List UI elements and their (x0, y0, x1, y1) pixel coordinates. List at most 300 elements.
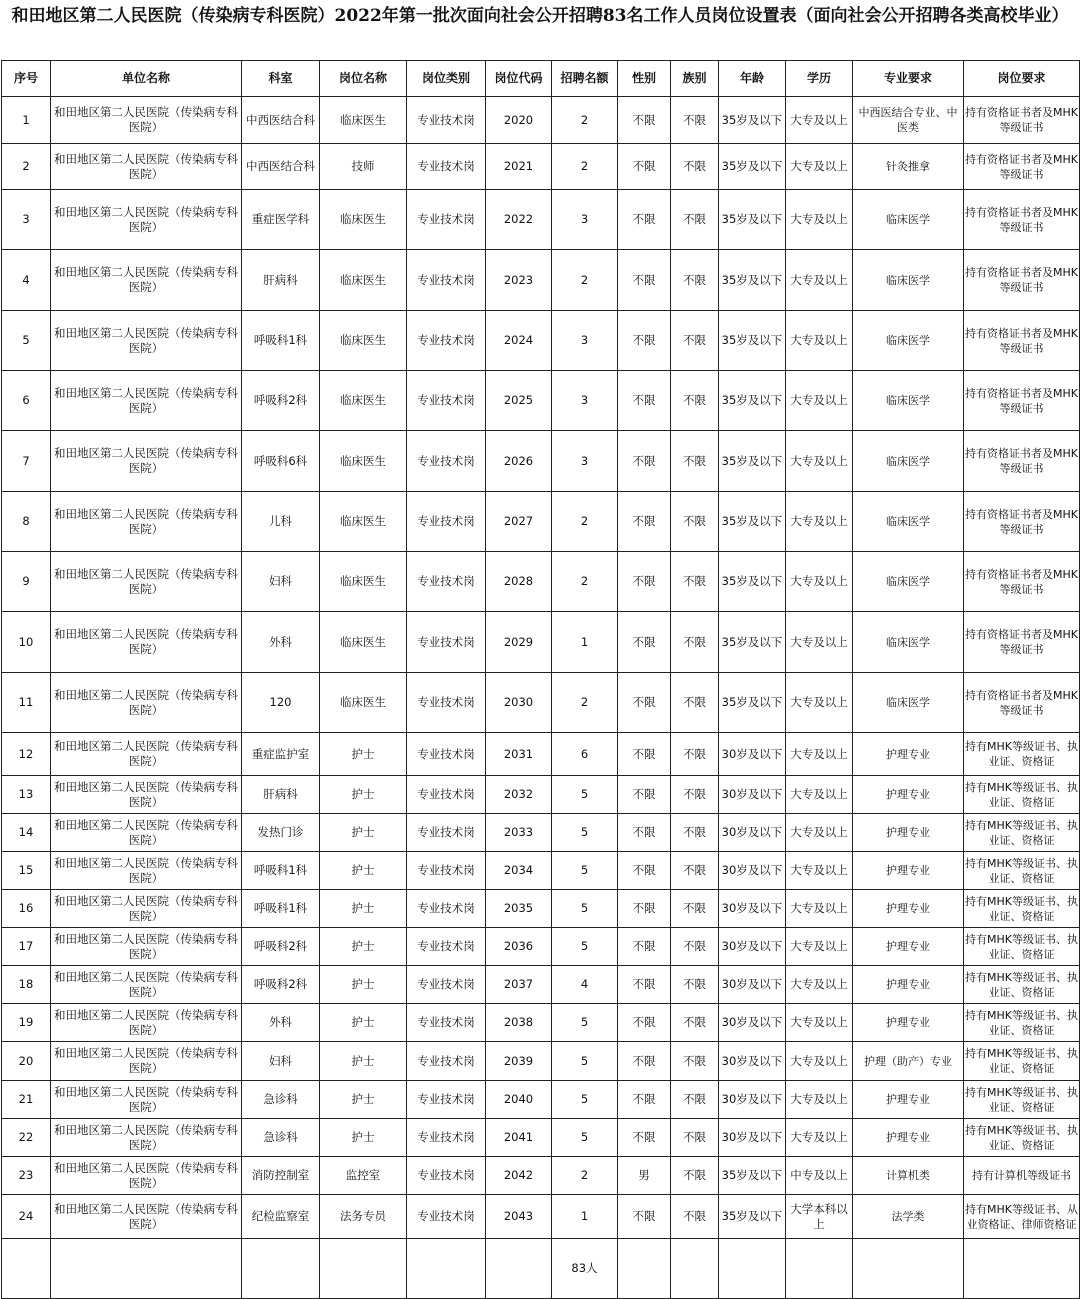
cell-no: 10 (2, 612, 51, 673)
cell-post: 护士 (320, 814, 407, 852)
cell-requirement: 持有资格证书者及MHK等级证书 (964, 492, 1080, 552)
cell-no: 19 (2, 1004, 51, 1042)
cell-gender: 不限 (618, 966, 671, 1004)
cell-gender: 不限 (618, 190, 671, 250)
cell-ethnicity: 不限 (671, 552, 719, 612)
cell-age: 35岁及以下 (719, 190, 786, 250)
cell-no: 22 (2, 1119, 51, 1157)
cell-dept: 呼吸科6科 (242, 431, 320, 492)
cell-no: 9 (2, 552, 51, 612)
cell-code: 2030 (486, 673, 552, 733)
total-empty-cell (51, 1239, 242, 1299)
cell-education: 大专及以上 (786, 1004, 853, 1042)
cell-category: 专业技术岗 (407, 1119, 486, 1157)
cell-dept: 呼吸科2科 (242, 966, 320, 1004)
cell-code: 2041 (486, 1119, 552, 1157)
cell-gender: 不限 (618, 612, 671, 673)
cell-no: 18 (2, 966, 51, 1004)
cell-requirement: 持有MHK等级证书、执业证、资格证 (964, 1081, 1080, 1119)
table-row (2, 814, 1080, 852)
table-row (2, 928, 1080, 966)
cell-count: 2 (552, 492, 618, 552)
cell-gender: 不限 (618, 431, 671, 492)
cell-code: 2039 (486, 1042, 552, 1081)
table-body (2, 97, 1080, 1299)
cell-count: 5 (552, 1042, 618, 1081)
cell-major: 临床医学 (853, 431, 964, 492)
header-no: 序号 (2, 61, 51, 97)
table-row (2, 1081, 1080, 1119)
table-row (2, 492, 1080, 552)
cell-age: 35岁及以下 (719, 1157, 786, 1195)
cell-category: 专业技术岗 (407, 492, 486, 552)
cell-age: 30岁及以下 (719, 814, 786, 852)
cell-age: 30岁及以下 (719, 1042, 786, 1081)
cell-post: 临床医生 (320, 552, 407, 612)
cell-ethnicity: 不限 (671, 890, 719, 928)
cell-count: 5 (552, 852, 618, 890)
cell-education: 大专及以上 (786, 776, 853, 814)
table-row (2, 190, 1080, 250)
cell-dept: 外科 (242, 612, 320, 673)
cell-category: 专业技术岗 (407, 1042, 486, 1081)
table-row (2, 552, 1080, 612)
cell-age: 30岁及以下 (719, 852, 786, 890)
cell-requirement: 持有MHK等级证书、执业证、资格证 (964, 852, 1080, 890)
cell-age: 35岁及以下 (719, 552, 786, 612)
cell-education: 大专及以上 (786, 144, 853, 190)
cell-post: 护士 (320, 733, 407, 776)
table-row (2, 776, 1080, 814)
cell-ethnicity: 不限 (671, 1157, 719, 1195)
cell-requirement: 持有资格证书者及MHK等级证书 (964, 431, 1080, 492)
cell-count: 4 (552, 966, 618, 1004)
table-row (2, 371, 1080, 431)
table-row (2, 97, 1080, 144)
cell-post: 护士 (320, 1081, 407, 1119)
cell-post: 临床医生 (320, 190, 407, 250)
cell-no: 12 (2, 733, 51, 776)
cell-education: 大专及以上 (786, 1119, 853, 1157)
cell-category: 专业技术岗 (407, 97, 486, 144)
cell-category: 专业技术岗 (407, 1195, 486, 1239)
cell-major: 临床医学 (853, 250, 964, 311)
table-row (2, 966, 1080, 1004)
cell-education: 大专及以上 (786, 852, 853, 890)
cell-category: 专业技术岗 (407, 673, 486, 733)
cell-code: 2035 (486, 890, 552, 928)
cell-dept: 120 (242, 673, 320, 733)
cell-count: 5 (552, 928, 618, 966)
cell-category: 专业技术岗 (407, 144, 486, 190)
total-empty-cell (719, 1239, 786, 1299)
cell-requirement: 持有MHK等级证书、执业证、资格证 (964, 966, 1080, 1004)
cell-code: 2043 (486, 1195, 552, 1239)
cell-no: 24 (2, 1195, 51, 1239)
cell-count: 3 (552, 190, 618, 250)
cell-age: 35岁及以下 (719, 431, 786, 492)
cell-count: 3 (552, 311, 618, 371)
cell-education: 大专及以上 (786, 928, 853, 966)
cell-major: 临床医学 (853, 371, 964, 431)
cell-post: 护士 (320, 852, 407, 890)
cell-age: 35岁及以下 (719, 612, 786, 673)
total-empty-cell (618, 1239, 671, 1299)
cell-requirement: 持有资格证书者及MHK等级证书 (964, 371, 1080, 431)
cell-dept: 肝病科 (242, 776, 320, 814)
cell-category: 专业技术岗 (407, 733, 486, 776)
cell-dept: 急诊科 (242, 1081, 320, 1119)
cell-category: 专业技术岗 (407, 190, 486, 250)
cell-unit: 和田地区第二人民医院（传染病专科医院） (51, 1157, 242, 1195)
cell-age: 35岁及以下 (719, 492, 786, 552)
table-row (2, 144, 1080, 190)
cell-requirement: 持有资格证书者及MHK等级证书 (964, 673, 1080, 733)
cell-category: 专业技术岗 (407, 431, 486, 492)
cell-code: 2034 (486, 852, 552, 890)
table-row (2, 1157, 1080, 1195)
cell-no: 23 (2, 1157, 51, 1195)
cell-post: 临床医生 (320, 492, 407, 552)
cell-education: 大专及以上 (786, 492, 853, 552)
table-row (2, 673, 1080, 733)
cell-education: 大专及以上 (786, 431, 853, 492)
cell-dept: 纪检监察室 (242, 1195, 320, 1239)
table-row (2, 733, 1080, 776)
cell-dept: 中西医结合科 (242, 97, 320, 144)
total-empty-cell (2, 1239, 51, 1299)
total-empty-cell (964, 1239, 1080, 1299)
cell-no: 1 (2, 97, 51, 144)
cell-unit: 和田地区第二人民医院（传染病专科医院） (51, 371, 242, 431)
cell-post: 临床医生 (320, 311, 407, 371)
cell-age: 35岁及以下 (719, 311, 786, 371)
cell-ethnicity: 不限 (671, 1004, 719, 1042)
cell-category: 专业技术岗 (407, 612, 486, 673)
cell-requirement: 持有MHK等级证书、执业证、资格证 (964, 733, 1080, 776)
cell-requirement: 持有MHK等级证书、执业证、资格证 (964, 1119, 1080, 1157)
cell-requirement: 持有资格证书者及MHK等级证书 (964, 612, 1080, 673)
cell-gender: 不限 (618, 97, 671, 144)
cell-ethnicity: 不限 (671, 1119, 719, 1157)
cell-no: 7 (2, 431, 51, 492)
cell-code: 2032 (486, 776, 552, 814)
cell-no: 2 (2, 144, 51, 190)
cell-education: 大专及以上 (786, 612, 853, 673)
cell-ethnicity: 不限 (671, 814, 719, 852)
cell-category: 专业技术岗 (407, 852, 486, 890)
cell-ethnicity: 不限 (671, 97, 719, 144)
cell-requirement: 持有MHK等级证书、执业证、资格证 (964, 814, 1080, 852)
cell-education: 中专及以上 (786, 1157, 853, 1195)
total-empty-cell (486, 1239, 552, 1299)
cell-post: 护士 (320, 776, 407, 814)
cell-major: 临床医学 (853, 311, 964, 371)
cell-count: 2 (552, 673, 618, 733)
cell-gender: 不限 (618, 890, 671, 928)
cell-major: 护理专业 (853, 1081, 964, 1119)
cell-dept: 呼吸科2科 (242, 371, 320, 431)
cell-age: 30岁及以下 (719, 966, 786, 1004)
cell-code: 2026 (486, 431, 552, 492)
cell-education: 大专及以上 (786, 552, 853, 612)
cell-major: 临床医学 (853, 492, 964, 552)
cell-no: 21 (2, 1081, 51, 1119)
cell-unit: 和田地区第二人民医院（传染病专科医院） (51, 552, 242, 612)
cell-gender: 男 (618, 1157, 671, 1195)
cell-dept: 呼吸科1科 (242, 852, 320, 890)
cell-unit: 和田地区第二人民医院（传染病专科医院） (51, 1081, 242, 1119)
cell-post: 护士 (320, 928, 407, 966)
table-row (2, 1004, 1080, 1042)
cell-code: 2038 (486, 1004, 552, 1042)
cell-dept: 呼吸科2科 (242, 928, 320, 966)
cell-count: 5 (552, 814, 618, 852)
cell-gender: 不限 (618, 371, 671, 431)
cell-unit: 和田地区第二人民医院（传染病专科医院） (51, 673, 242, 733)
cell-dept: 呼吸科1科 (242, 890, 320, 928)
cell-category: 专业技术岗 (407, 776, 486, 814)
cell-unit: 和田地区第二人民医院（传染病专科医院） (51, 776, 242, 814)
cell-unit: 和田地区第二人民医院（传染病专科医院） (51, 431, 242, 492)
cell-unit: 和田地区第二人民医院（传染病专科医院） (51, 733, 242, 776)
cell-requirement: 持有资格证书者及MHK等级证书 (964, 144, 1080, 190)
cell-post: 监控室 (320, 1157, 407, 1195)
cell-major: 针灸推拿 (853, 144, 964, 190)
cell-dept: 肝病科 (242, 250, 320, 311)
cell-category: 专业技术岗 (407, 928, 486, 966)
cell-education: 大专及以上 (786, 814, 853, 852)
cell-category: 专业技术岗 (407, 890, 486, 928)
cell-age: 35岁及以下 (719, 1195, 786, 1239)
cell-requirement: 持有MHK等级证书、执业证、资格证 (964, 776, 1080, 814)
cell-ethnicity: 不限 (671, 190, 719, 250)
cell-no: 14 (2, 814, 51, 852)
cell-requirement: 持有MHK等级证书、执业证、资格证 (964, 1004, 1080, 1042)
header-unit: 单位名称 (51, 61, 242, 97)
cell-gender: 不限 (618, 250, 671, 311)
table-row (2, 250, 1080, 311)
cell-ethnicity: 不限 (671, 1195, 719, 1239)
cell-major: 护理专业 (853, 852, 964, 890)
cell-ethnicity: 不限 (671, 1042, 719, 1081)
cell-post: 临床医生 (320, 371, 407, 431)
cell-unit: 和田地区第二人民医院（传染病专科医院） (51, 612, 242, 673)
cell-no: 8 (2, 492, 51, 552)
cell-education: 大专及以上 (786, 1042, 853, 1081)
cell-count: 6 (552, 733, 618, 776)
cell-code: 2021 (486, 144, 552, 190)
cell-education: 大专及以上 (786, 733, 853, 776)
cell-education: 大学本科以上 (786, 1195, 853, 1239)
cell-no: 3 (2, 190, 51, 250)
cell-gender: 不限 (618, 311, 671, 371)
table-row (2, 612, 1080, 673)
cell-unit: 和田地区第二人民医院（传染病专科医院） (51, 492, 242, 552)
table-row (2, 852, 1080, 890)
cell-post: 护士 (320, 1042, 407, 1081)
header-post: 岗位名称 (320, 61, 407, 97)
cell-requirement: 持有计算机等级证书 (964, 1157, 1080, 1195)
header-education: 学历 (786, 61, 853, 97)
header-requirement: 岗位要求 (964, 61, 1080, 97)
cell-requirement: 持有资格证书者及MHK等级证书 (964, 190, 1080, 250)
cell-education: 大专及以上 (786, 673, 853, 733)
cell-no: 16 (2, 890, 51, 928)
cell-unit: 和田地区第二人民医院（传染病专科医院） (51, 1004, 242, 1042)
cell-requirement: 持有MHK等级证书、执业证、资格证 (964, 928, 1080, 966)
cell-major: 中西医结合专业、中医类 (853, 97, 964, 144)
header-dept: 科室 (242, 61, 320, 97)
cell-age: 35岁及以下 (719, 97, 786, 144)
cell-post: 临床医生 (320, 431, 407, 492)
cell-code: 2037 (486, 966, 552, 1004)
cell-ethnicity: 不限 (671, 852, 719, 890)
cell-count: 5 (552, 776, 618, 814)
cell-no: 20 (2, 1042, 51, 1081)
total-empty-cell (407, 1239, 486, 1299)
cell-major: 护理专业 (853, 890, 964, 928)
header-gender: 性别 (618, 61, 671, 97)
cell-count: 3 (552, 371, 618, 431)
cell-unit: 和田地区第二人民医院（传染病专科医院） (51, 890, 242, 928)
cell-code: 2028 (486, 552, 552, 612)
cell-category: 专业技术岗 (407, 250, 486, 311)
cell-code: 2031 (486, 733, 552, 776)
cell-post: 护士 (320, 890, 407, 928)
cell-age: 30岁及以下 (719, 928, 786, 966)
cell-post: 护士 (320, 966, 407, 1004)
total-empty-cell (786, 1239, 853, 1299)
cell-dept: 重症医学科 (242, 190, 320, 250)
cell-requirement: 持有MHK等级证书、执业证、资格证 (964, 1042, 1080, 1081)
cell-major: 护理专业 (853, 776, 964, 814)
cell-age: 30岁及以下 (719, 1081, 786, 1119)
cell-requirement: 持有资格证书者及MHK等级证书 (964, 97, 1080, 144)
cell-ethnicity: 不限 (671, 612, 719, 673)
cell-unit: 和田地区第二人民医院（传染病专科医院） (51, 250, 242, 311)
cell-ethnicity: 不限 (671, 1081, 719, 1119)
table-row (2, 1119, 1080, 1157)
cell-code: 2020 (486, 97, 552, 144)
cell-major: 法学类 (853, 1195, 964, 1239)
cell-ethnicity: 不限 (671, 492, 719, 552)
cell-code: 2027 (486, 492, 552, 552)
cell-count: 5 (552, 1119, 618, 1157)
cell-age: 30岁及以下 (719, 1119, 786, 1157)
header-count: 招聘名额 (552, 61, 618, 97)
cell-count: 2 (552, 552, 618, 612)
cell-unit: 和田地区第二人民医院（传染病专科医院） (51, 190, 242, 250)
table-row (2, 1042, 1080, 1081)
cell-gender: 不限 (618, 1119, 671, 1157)
cell-code: 2023 (486, 250, 552, 311)
cell-code: 2033 (486, 814, 552, 852)
cell-dept: 妇科 (242, 552, 320, 612)
cell-requirement: 持有资格证书者及MHK等级证书 (964, 311, 1080, 371)
cell-age: 35岁及以下 (719, 673, 786, 733)
cell-no: 15 (2, 852, 51, 890)
cell-requirement: 持有资格证书者及MHK等级证书 (964, 250, 1080, 311)
cell-education: 大专及以上 (786, 371, 853, 431)
cell-count: 5 (552, 1004, 618, 1042)
cell-dept: 急诊科 (242, 1119, 320, 1157)
cell-unit: 和田地区第二人民医院（传染病专科医院） (51, 1119, 242, 1157)
cell-requirement: 持有MHK等级证书、从业资格证、律师资格证 (964, 1195, 1080, 1239)
cell-category: 专业技术岗 (407, 552, 486, 612)
cell-unit: 和田地区第二人民医院（传染病专科医院） (51, 311, 242, 371)
cell-unit: 和田地区第二人民医院（传染病专科医院） (51, 852, 242, 890)
cell-post: 法务专员 (320, 1195, 407, 1239)
cell-post: 护士 (320, 1119, 407, 1157)
cell-category: 专业技术岗 (407, 1157, 486, 1195)
cell-gender: 不限 (618, 1081, 671, 1119)
cell-major: 临床医学 (853, 190, 964, 250)
cell-education: 大专及以上 (786, 311, 853, 371)
cell-major: 临床医学 (853, 552, 964, 612)
cell-major: 护理专业 (853, 814, 964, 852)
total-empty-cell (320, 1239, 407, 1299)
cell-ethnicity: 不限 (671, 311, 719, 371)
table-header-row (2, 61, 1080, 97)
cell-education: 大专及以上 (786, 97, 853, 144)
cell-major: 计算机类 (853, 1157, 964, 1195)
cell-post: 护士 (320, 1004, 407, 1042)
cell-post: 临床医生 (320, 673, 407, 733)
cell-education: 大专及以上 (786, 190, 853, 250)
cell-count: 2 (552, 144, 618, 190)
cell-major: 临床医学 (853, 612, 964, 673)
cell-gender: 不限 (618, 552, 671, 612)
total-empty-cell (671, 1239, 719, 1299)
cell-code: 2040 (486, 1081, 552, 1119)
cell-count: 1 (552, 612, 618, 673)
cell-ethnicity: 不限 (671, 966, 719, 1004)
cell-gender: 不限 (618, 852, 671, 890)
cell-count: 2 (552, 1157, 618, 1195)
cell-no: 17 (2, 928, 51, 966)
cell-ethnicity: 不限 (671, 733, 719, 776)
cell-count: 2 (552, 250, 618, 311)
total-empty-cell (242, 1239, 320, 1299)
cell-category: 专业技术岗 (407, 371, 486, 431)
cell-code: 2029 (486, 612, 552, 673)
cell-gender: 不限 (618, 492, 671, 552)
total-count: 83人 (552, 1239, 618, 1299)
header-code: 岗位代码 (486, 61, 552, 97)
header-ethnicity: 族别 (671, 61, 719, 97)
cell-post: 临床医生 (320, 612, 407, 673)
cell-major: 护理专业 (853, 733, 964, 776)
cell-category: 专业技术岗 (407, 1004, 486, 1042)
cell-no: 11 (2, 673, 51, 733)
cell-dept: 发热门诊 (242, 814, 320, 852)
cell-count: 5 (552, 890, 618, 928)
cell-unit: 和田地区第二人民医院（传染病专科医院） (51, 814, 242, 852)
cell-category: 专业技术岗 (407, 311, 486, 371)
cell-major: 护理专业 (853, 928, 964, 966)
positions-table (1, 60, 1080, 1299)
cell-dept: 儿科 (242, 492, 320, 552)
cell-unit: 和田地区第二人民医院（传染病专科医院） (51, 1195, 242, 1239)
cell-age: 35岁及以下 (719, 250, 786, 311)
total-row (2, 1239, 1080, 1299)
table-row (2, 890, 1080, 928)
cell-education: 大专及以上 (786, 1081, 853, 1119)
cell-requirement: 持有MHK等级证书、执业证、资格证 (964, 890, 1080, 928)
cell-major: 护理专业 (853, 1004, 964, 1042)
cell-gender: 不限 (618, 814, 671, 852)
